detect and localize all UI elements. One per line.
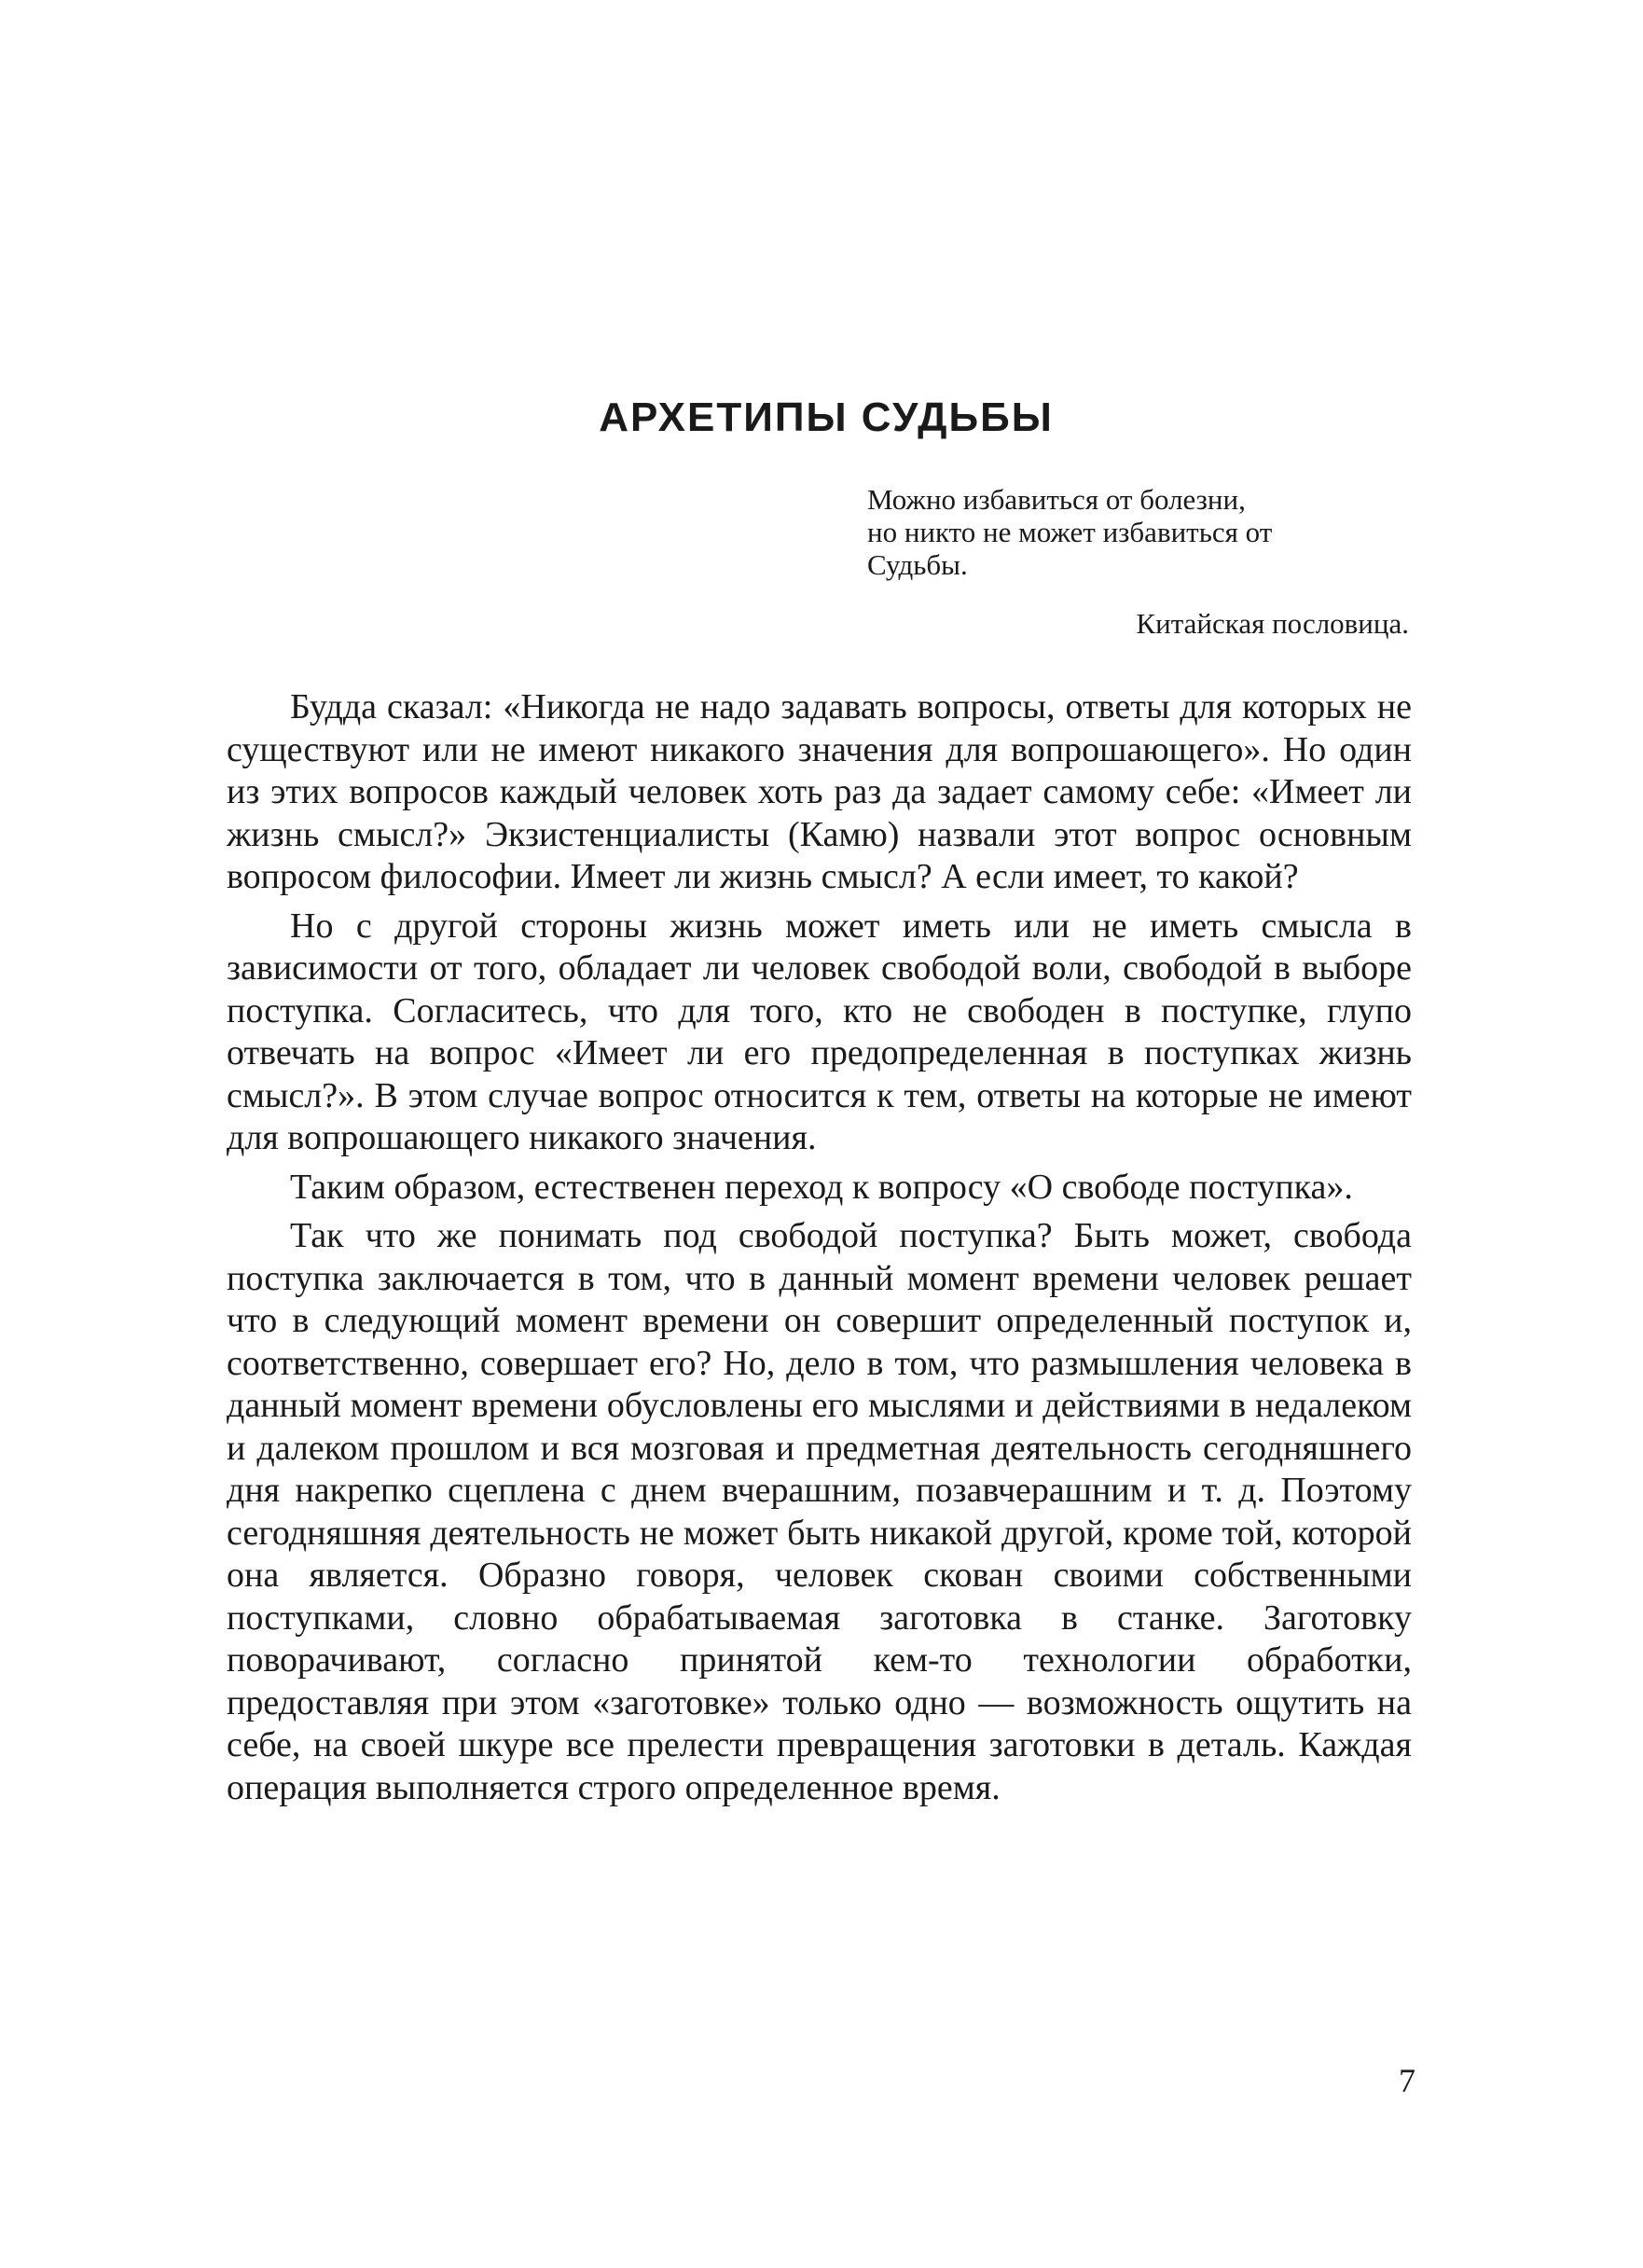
epigraph bbox=[867, 483, 1427, 640]
epigraph-line: Судьбы. bbox=[867, 548, 968, 581]
body-text bbox=[227, 686, 1412, 1816]
paragraph: Но с другой стороны жизнь может иметь или не иметь смысла в зависимости от того, обладает ли человек свободой воли, свободой в выборе поступка. Согласитесь, что для того, кто не свободен в поступке, глупо отвечать на вопрос «Имеет ли его предопределенная в поступках жизнь смысл?». В этом случае вопрос относится к тем, ответы на которые не имеют для вопрошающего никакого значения. bbox=[227, 906, 1412, 1157]
epigraph-attribution: Китайская пословица. bbox=[1136, 607, 1409, 640]
epigraph-line: но никто не может избавиться от bbox=[867, 516, 1273, 548]
paragraph: Таким образом, естественен переход к вопросу «О свободе поступка». bbox=[290, 1167, 1353, 1207]
chapter-title: АРХЕТИПЫ СУДЬБЫ bbox=[599, 394, 1054, 440]
paragraph: Так что же понимать под свободой поступка? Быть может, свобода поступка заключается в том, что в данный момент времени человек решает что в следующий момент времени он совершит определенный поступок и, соответственно, совершает его? Но, дело в том, что размышления человека в данный момент времени обусловлены его мыслями и действиями в недалеком и далеком прошлом и вся мозговая и предметная деятельность сегодняшнего дня накрепко сцеплена с днем вчерашним, позавчерашним и т. д. Поэтому сегодняшняя деятельность не может быть никакой другой, кроме той, которой она является. Образно говоря, человек скован своими собственными поступками, словно обрабатываемая заготовка в станке. Заготовку поворачивают, согласно принятой кем-то технологии обработки, предоставляя при этом «заготовке» только одно — возможность ощутить на себе, на своей шкуре все прелести превращения заготовки в деталь. Каждая операция выполняется строго определенное время. bbox=[227, 1216, 1412, 1807]
epigraph-line: Можно избавиться от болезни, bbox=[867, 483, 1246, 516]
paragraph: Будда сказал: «Никогда не надо задавать вопросы, ответы для которых не существуют или не имеют никакого значения для вопрошающего». Но один из этих вопросов каждый человек хоть раз да задает самому себе: «Имеет ли жизнь смысл?» Экзистенциалисты (Камю) назвали этот вопрос основным вопросом философии. Имеет ли жизнь смысл? А если имеет, то какой? bbox=[227, 687, 1412, 896]
page-number: 7 bbox=[1399, 2062, 1415, 2099]
